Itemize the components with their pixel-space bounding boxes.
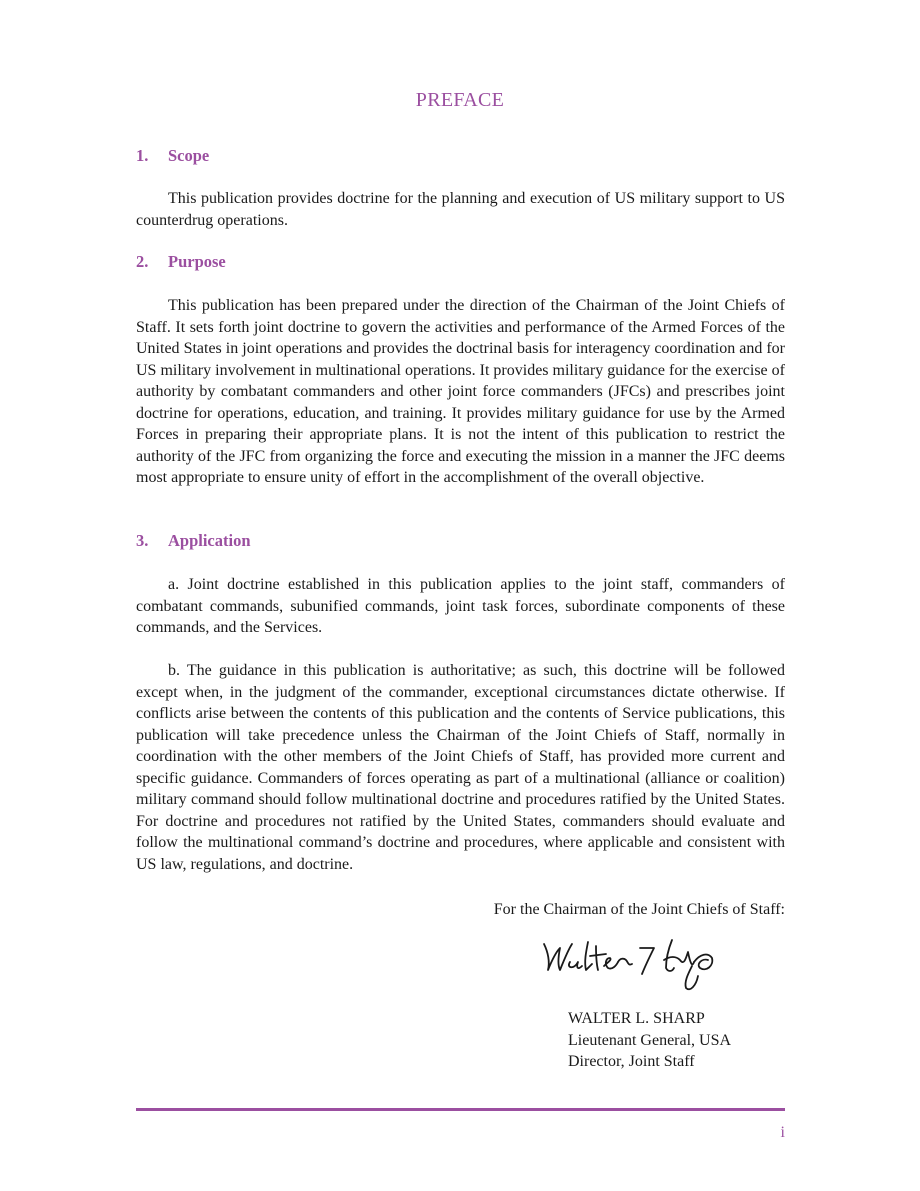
closing-line: For the Chairman of the Joint Chiefs of Staff: <box>493 901 785 918</box>
signatory-rank: Lieutenant General, USA <box>568 1031 732 1049</box>
application-paragraph-b: b. The guidance in this publication is authoritative; as such, this doctrine will be followed except when, in the judgment of the commander, exceptional circumstances dictate otherwise. If conflicts arise between the contents of this publication and the contents of Service publications, this publication will take precedence unless the Chairman of the Joint Chiefs of Staff, normally in coordination with the other members of the Joint Chiefs of Staff, has provided more current and specific guidance. Commanders of forces operating as part of a multinational (alliance or coalition) military command should follow multinational doctrine and procedures ratified by the United States. For doctrine and procedures not ratified by the United States, commanders should evaluate and follow the multinational command’s doctrine and procedures, where applicable and consistent with US law, regulations, and doctrine. <box>136 662 785 873</box>
section-number: 2. <box>136 252 149 271</box>
purpose-paragraph: This publication has been prepared under the direction of the Chairman of the Joint Chiefs of Staff. It sets forth joint doctrine to govern the activities and performance of the Armed Forces of the United States in joint operations and provides the doctrinal basis for interagency coordination and for US military involvement in multinational operations. It provides military guidance for the exercise of authority by combatant commanders and other joint force commanders (JFCs) and prescribes joint doctrine for operations, education, and training. It provides military guidance for use by the Armed Forces in preparing their appropriate plans. It is not the intent of this publication to restrict the authority of the JFC from organizing the force and executing the mission in a manner the JFC deems most appropriate to ensure unity of effort in the accomplishment of the overall objective. <box>136 297 785 486</box>
section-number: 3. <box>136 531 149 550</box>
page-number: i <box>780 1124 785 1141</box>
scope-paragraph: This publication provides doctrine for the planning and execution of US military support to US counterdrug operations. <box>136 190 785 229</box>
signatory-name: WALTER L. SHARP <box>568 1010 705 1027</box>
section-title: Purpose <box>168 252 226 271</box>
section-title: Application <box>168 531 251 550</box>
signature-block <box>568 1008 731 1073</box>
application-paragraph-a: a. Joint doctrine established in this publication applies to the joint staff, commanders of combatant commands, subunified commands, joint task forces, subordinate components of these commands, and the Services. <box>136 576 785 636</box>
section-heading-scope <box>136 146 209 166</box>
section-heading-purpose <box>136 252 226 272</box>
footer-divider <box>136 1108 785 1111</box>
signature-icon <box>536 932 736 996</box>
page-title: PREFACE <box>415 89 505 111</box>
signatory-position: Director, Joint Staff <box>568 1053 695 1070</box>
section-title: Scope <box>168 146 210 165</box>
section-number: 1. <box>136 146 149 165</box>
section-heading-application <box>136 531 251 551</box>
